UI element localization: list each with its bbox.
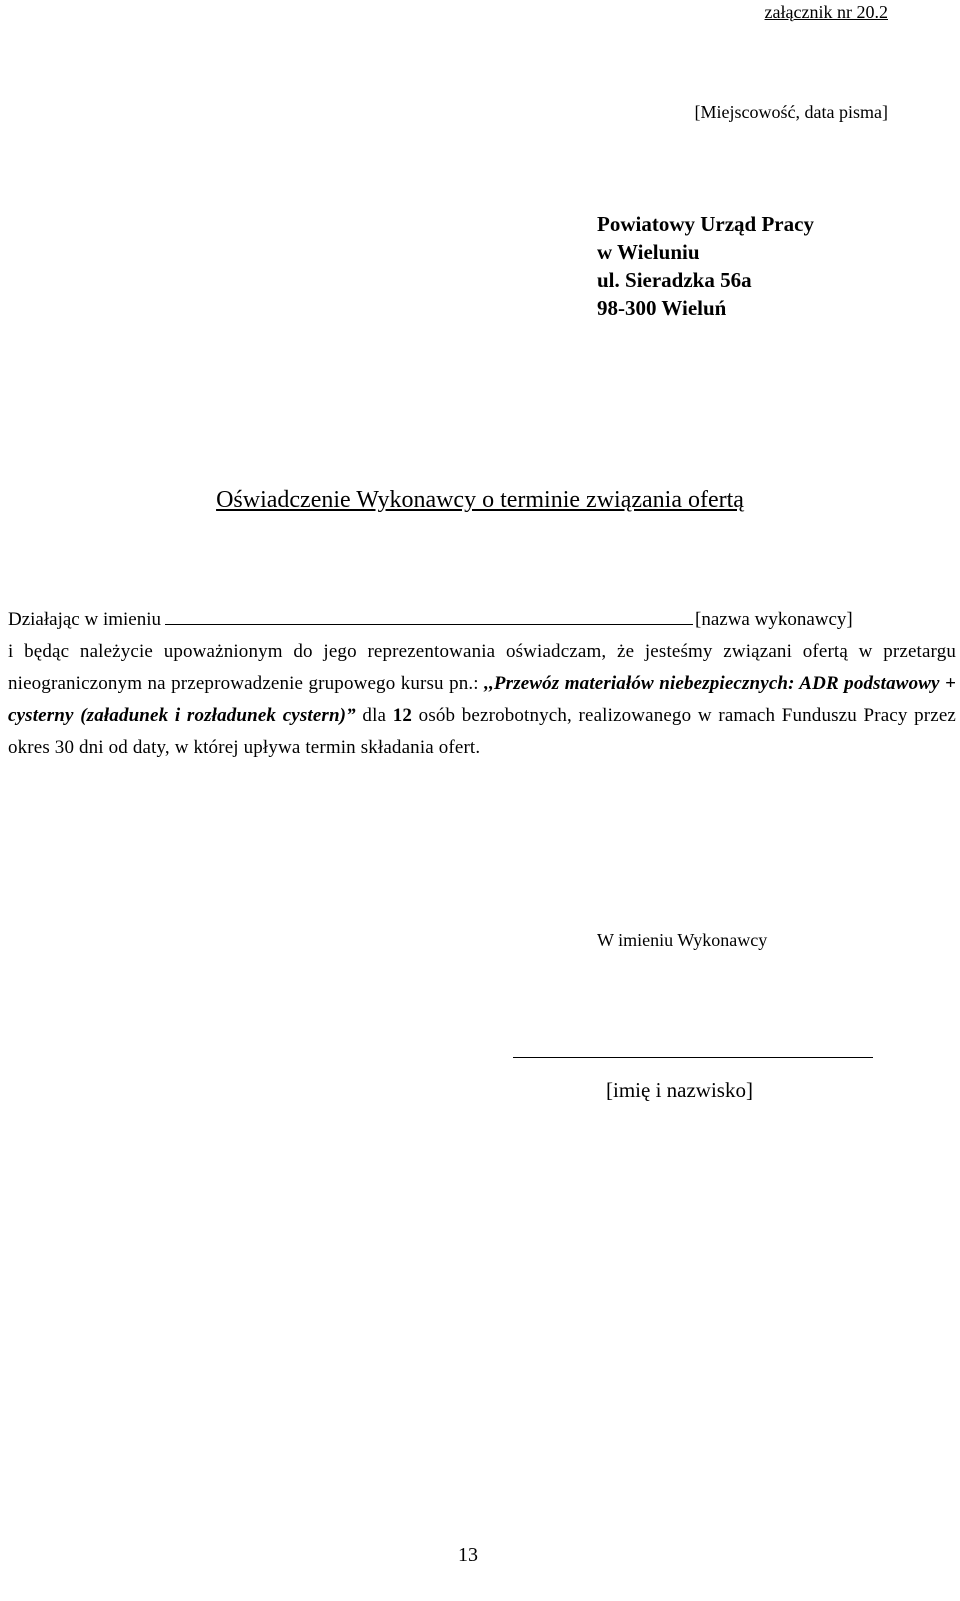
recipient-street: ul. Sieradzka 56a <box>597 268 752 292</box>
attachment-number: załącznik nr 20.2 <box>764 2 888 22</box>
acting-line <box>8 604 956 636</box>
declaration-body <box>8 604 956 764</box>
declaration-text-part2: dla <box>355 705 393 726</box>
declaration-paragraph <box>8 636 956 764</box>
persons-count: 12 <box>392 705 413 726</box>
recipient-address <box>597 210 814 322</box>
recipient-name: Powiatowy Urząd Pracy <box>597 212 814 236</box>
contractor-name-blank <box>165 606 693 625</box>
recipient-postal-code: 98-300 Wieluń <box>597 296 727 320</box>
page-number: 13 <box>458 1544 478 1566</box>
acting-prefix: Działając w imieniu <box>8 609 161 630</box>
signature-name-placeholder: [imię i nazwisko] <box>606 1078 753 1102</box>
course-name: ,,Przewóz materiałów niebezpiecznych: ADR podstawowy + cysterny (załadunek i rozładunek cystern)” <box>8 673 956 726</box>
declaration-text-part1: i będąc należycie upoważnionym do jego reprezentowania oświadczam, że jesteśmy związani ofertą w przetargu nieograniczonym na przeprowadzenie grupowego kursu pn.: <box>8 641 956 694</box>
document-title: Oświadczenie Wykonawcy o terminie związania ofertą <box>216 487 744 513</box>
recipient-city-line: w Wieluniu <box>597 240 700 264</box>
place-date-placeholder: [Miejscowość, data pisma] <box>694 102 888 122</box>
declaration-text-part3: osób bezrobotnych, realizowanego w ramach Funduszu Pracy przez okres 30 dni od daty, w której upływa termin składania ofert. <box>8 705 957 758</box>
signature-label: W imieniu Wykonawcy <box>597 930 768 950</box>
contractor-placeholder: [nazwa wykonawcy] <box>695 609 853 630</box>
signature-line <box>513 1057 873 1058</box>
